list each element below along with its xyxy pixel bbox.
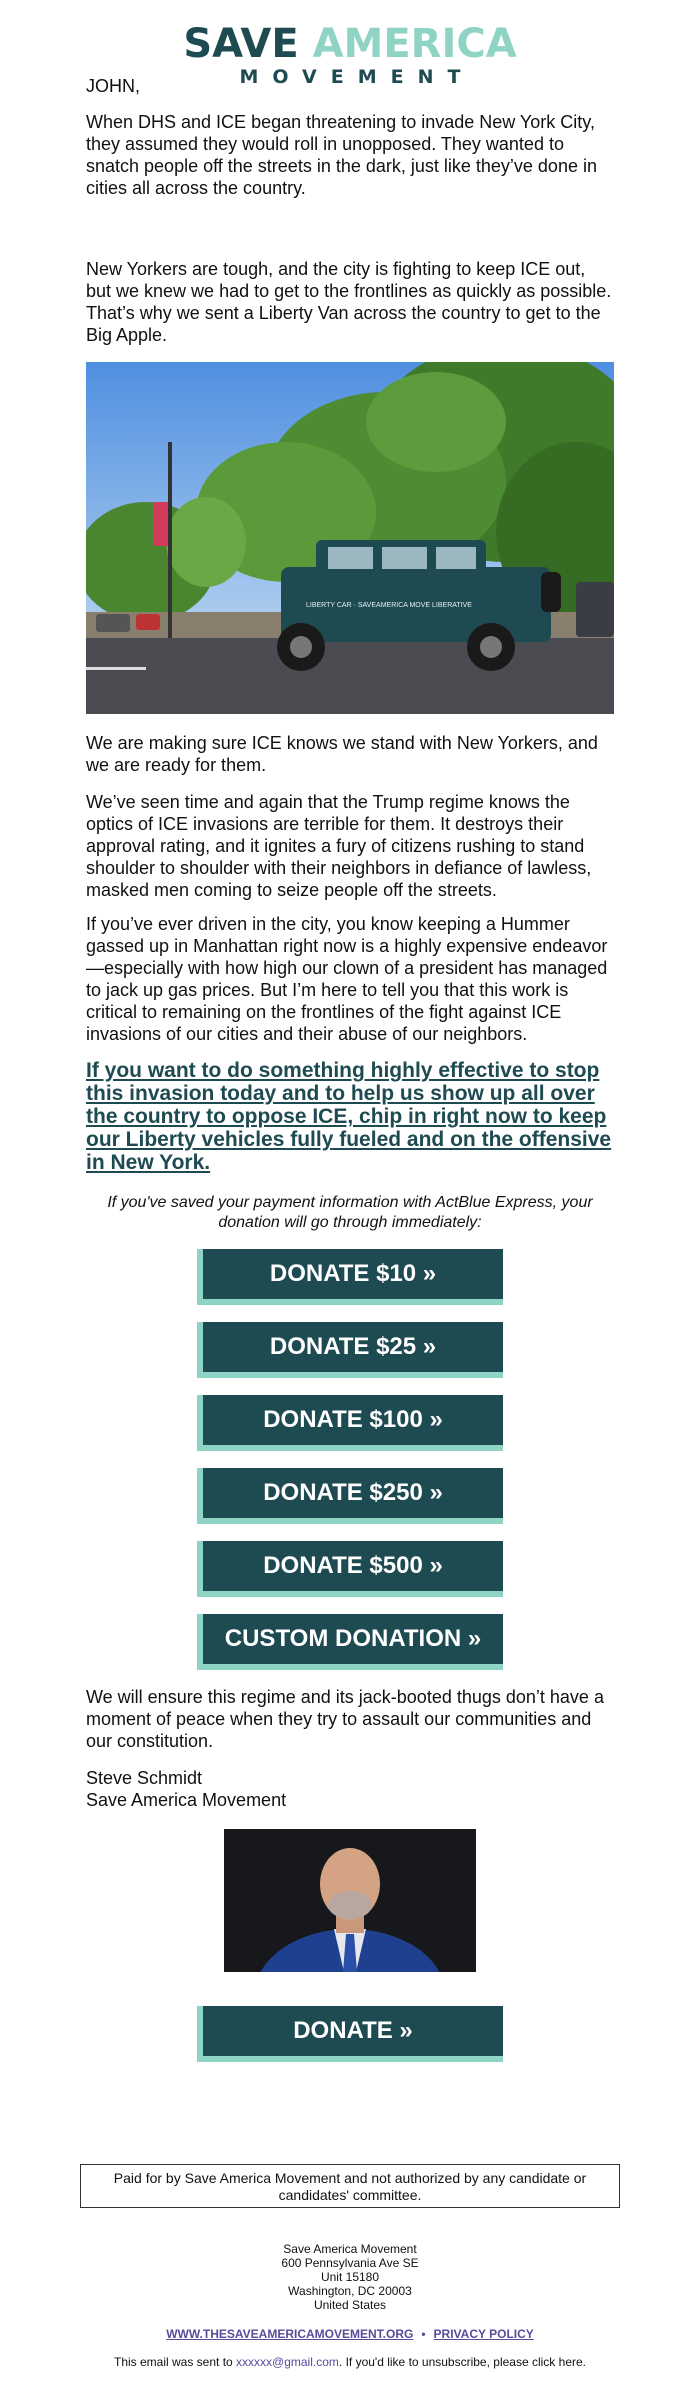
- recipient-email: xxxxxx@gmail.com: [236, 2355, 339, 2369]
- unsubscribe-notice: [0, 2355, 700, 2369]
- donate-250-button[interactable]: DONATE $250 »: [197, 1468, 503, 1524]
- paid-for-disclaimer: Paid for by Save America Movement and not authorized by any candidate or candidates' committee.: [80, 2164, 620, 2208]
- address-line: Unit 15180: [320, 2270, 380, 2284]
- donate-appeal-link[interactable]: If you want to do something highly effective to stop this invasion today and to help us show up all over the country to oppose ICE, chip in right now to keep our Liberty vehicles fully fueled and on the offensive in New York.: [86, 1059, 612, 1174]
- logo-word-america: AMERICA: [312, 21, 517, 67]
- vehicle-text: LIBERTY CAR · SAVEAMERICA MOVE LIBERATIVE: [306, 602, 472, 609]
- signature-org: Save America Movement: [86, 1790, 287, 1810]
- paragraph-3: We are making sure ICE knows we stand with New Yorkers, and we are ready for them.: [86, 733, 598, 775]
- logo-wordmark: [0, 22, 700, 66]
- donate-500-button[interactable]: DONATE $500 »: [197, 1541, 503, 1597]
- paragraph-4: We’ve seen time and again that the Trump regime knows the optics of ICE invasions are terrible for them. It destroys their approval rating, and it ignites a fury of citizens rushing to stand shoulder to shoulder with their neighbors in defiance of lawless, masked men coming to seize people off the streets.: [86, 792, 592, 900]
- address-line: Save America Movement: [283, 2242, 417, 2256]
- footer-separator: •: [421, 2327, 426, 2341]
- paragraph-1: When DHS and ICE began threatening to invade New York City, they assumed they would roll in unopposed. They wanted to snatch people off the streets in the dark, just like they’ve done in cities all across the country.: [86, 112, 597, 198]
- paragraph-5: If you’ve ever driven in the city, you know keeping a Hummer gassed up in Manhattan right now is a highly expensive endeavor—especially with how high our clown of a president has managed to jack up gas prices. But I’m here to tell you that this work is critical to remaining on the frontlines of the fight against ICE invasions of our cities and their abuse of our neighbors.: [86, 914, 608, 1044]
- unsubscribe-text[interactable]: . If you'd like to unsubscribe, please click here.: [338, 2355, 586, 2369]
- donate-10-button[interactable]: DONATE $10 »: [197, 1249, 503, 1305]
- donate-button[interactable]: DONATE »: [197, 2006, 503, 2062]
- logo-word-save: SAVE: [183, 21, 299, 67]
- address-line: 600 Pennsylvania Ave SE: [281, 2256, 419, 2270]
- signature-name: Steve Schmidt: [86, 1768, 203, 1788]
- greeting: JOHN,: [86, 76, 140, 96]
- address-line: United States: [313, 2298, 387, 2312]
- signer-portrait: [224, 1829, 476, 1972]
- paragraph-2: New Yorkers are tough, and the city is fighting to keep ICE out, but we knew we had to get to the frontlines as quickly as possible. That’s why we sent a Liberty Van across the country to get to the Big Apple.: [86, 259, 612, 345]
- paragraph-6: We will ensure this regime and its jack-booted thugs don’t have a moment of peace when they try to assault our communities and our constitution.: [86, 1687, 604, 1751]
- mailing-address: [0, 2242, 700, 2312]
- website-link[interactable]: WWW.THESAVEAMERICAMOVEMENT.ORG: [166, 2327, 414, 2341]
- address-line: Washington, DC 20003: [288, 2284, 412, 2298]
- actblue-note: If you've saved your payment information with ActBlue Express, your donation will go through immediately:: [107, 1194, 593, 1231]
- footer-links: [0, 2327, 700, 2341]
- hero-image: [86, 362, 614, 714]
- donate-100-button[interactable]: DONATE $100 »: [197, 1395, 503, 1451]
- unsub-prefix: This email was sent to: [113, 2355, 237, 2369]
- logo-word-movement: MOVEMENT: [239, 66, 475, 88]
- privacy-policy-link[interactable]: PRIVACY POLICY: [433, 2327, 534, 2341]
- custom-donation-button[interactable]: CUSTOM DONATION »: [197, 1614, 503, 1670]
- donate-25-button[interactable]: DONATE $25 »: [197, 1322, 503, 1378]
